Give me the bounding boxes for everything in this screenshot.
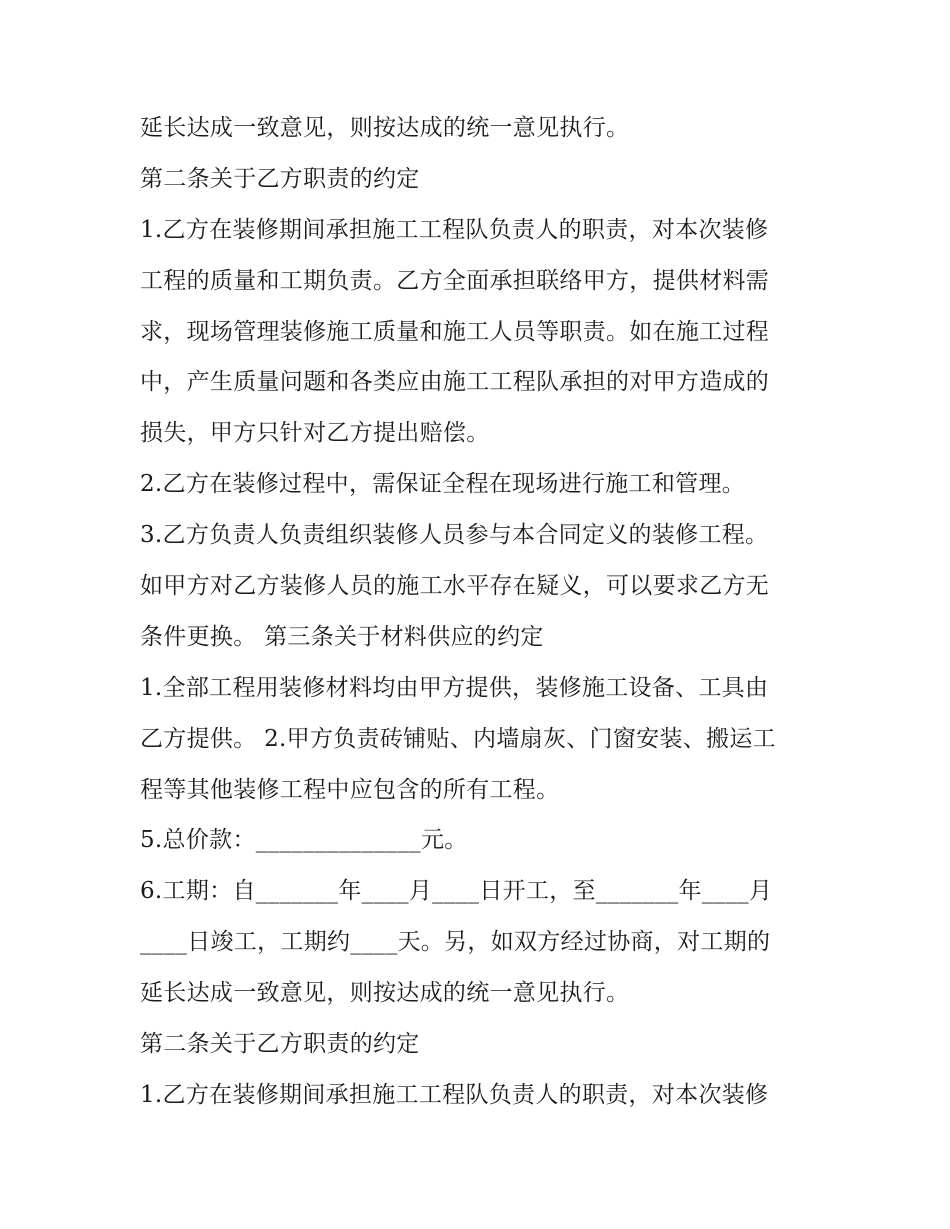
- text-line: 求，现场管理装修施工质量和施工人员等职责。如在施工过程: [140, 318, 770, 345]
- text-line: 1.全部工程用装修材料均由甲方提供，装修施工设备、工具由: [140, 674, 769, 701]
- schedule-line: 6.工期：自_______年____月____日开工，至_______年____月: [140, 878, 773, 905]
- text-line: 工程的质量和工期负责。乙方全面承担联络甲方，提供材料需: [140, 267, 770, 294]
- section-heading: 第二条关于乙方职责的约定: [140, 165, 420, 192]
- text-line: 3.乙方负责人负责组织装修人员参与本合同定义的装修工程。: [140, 522, 769, 549]
- text-line: 中，产生质量问题和各类应由施工工程队承担的对甲方造成的: [140, 369, 770, 396]
- schedule-line: ____日竣工，工期约____天。另，如双方经过协商，对工期的: [140, 929, 771, 956]
- contract-text-body: [140, 103, 820, 1121]
- text-line: 如甲方对乙方装修人员的施工水平存在疑义，可以要求乙方无: [140, 573, 770, 600]
- text-line: 1.乙方在装修期间承担施工工程队负责人的职责，对本次装修: [140, 216, 769, 243]
- text-line: 2.乙方在装修过程中，需保证全程在现场进行施工和管理。: [140, 471, 746, 498]
- text-line: 延长达成一致意见，则按达成的统一意见执行。: [140, 115, 630, 141]
- text-line: 乙方提供。 2.甲方负责砖铺贴、内墙扇灰、门窗安装、搬运工: [140, 725, 776, 752]
- text-line: 延长达成一致意见，则按达成的统一意见执行。: [140, 980, 630, 1007]
- text-line: 损失，甲方只针对乙方提出赔偿。: [140, 420, 490, 447]
- text-line: 条件更换。 第三条关于材料供应的约定: [140, 623, 544, 650]
- total-price-line: 5.总价款：______________元。: [140, 827, 468, 854]
- text-line: 程等其他装修工程中应包含的所有工程。: [140, 776, 560, 803]
- text-line: 1.乙方在装修期间承担施工工程队负责人的职责，对本次装修: [140, 1081, 769, 1108]
- section-heading: 第二条关于乙方职责的约定: [140, 1031, 420, 1058]
